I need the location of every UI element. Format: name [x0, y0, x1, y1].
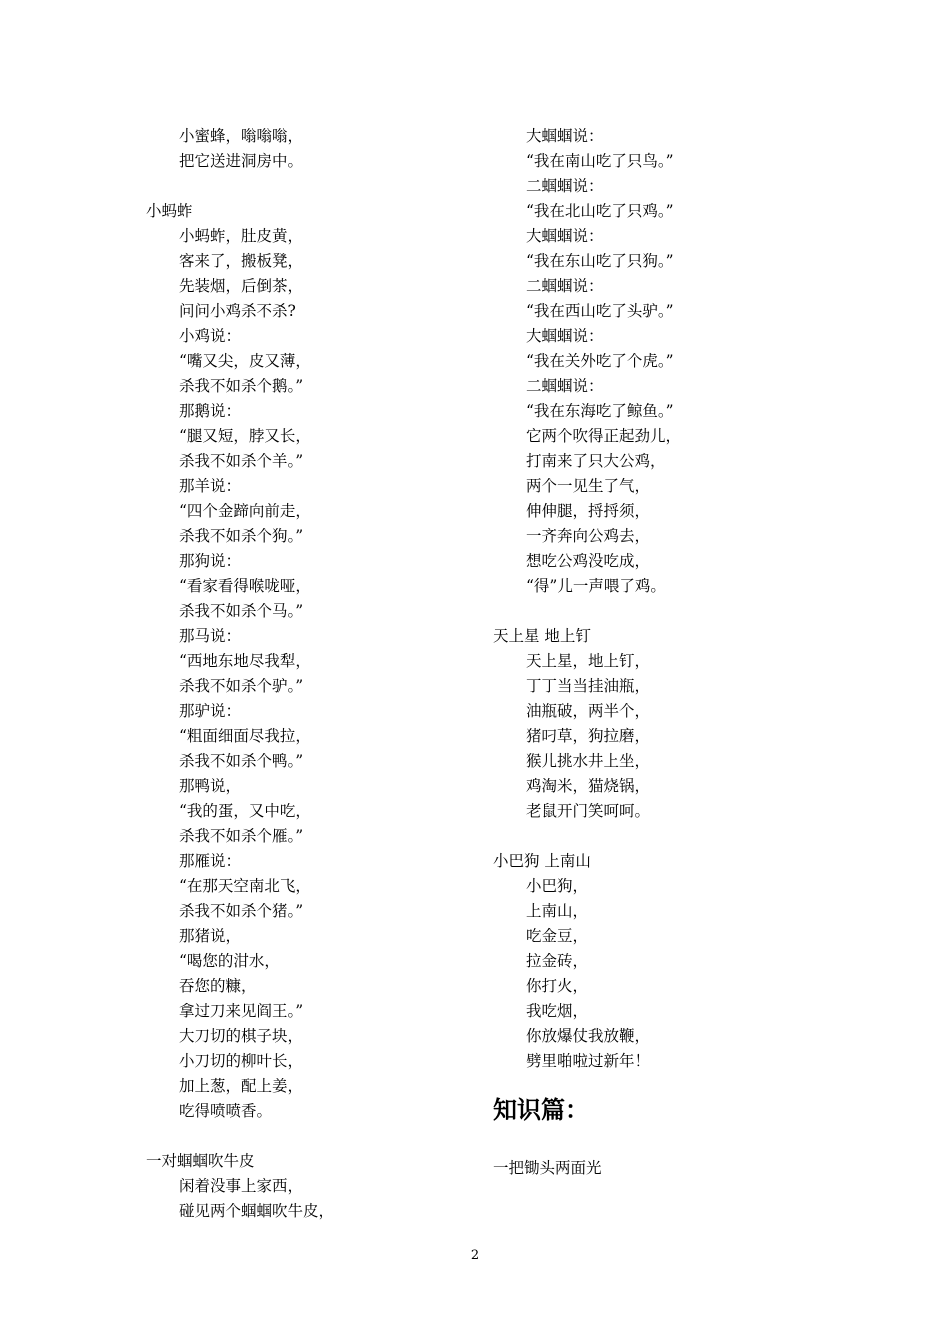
poem-line: 拉金砖， — [526, 952, 589, 970]
poem-line: “看家看得喉咙哑， — [179, 577, 311, 595]
poem-line: “我在西山吃了头驴。” — [526, 302, 674, 320]
poem-line: 把它送进洞房中。 — [179, 152, 304, 170]
poem-line: “嘴又尖，皮又薄， — [179, 352, 311, 370]
poem-title: 一对蝈蝈吹牛皮 — [146, 1152, 255, 1170]
poem-line: 杀我不如杀个狗。” — [179, 527, 304, 545]
poem-line: 鸡淘米，猫烧锅， — [526, 777, 651, 795]
poem-line: 那雁说： — [179, 852, 242, 870]
poem-line: 伸伸腿，捋捋须， — [526, 502, 651, 520]
poem-line: 你放爆仗我放鞭， — [526, 1027, 651, 1045]
poem-line: 先装烟，后倒茶， — [179, 277, 304, 295]
poem-line: 油瓶破，两半个， — [526, 702, 651, 720]
poem-line: “腿又短，脖又长， — [179, 427, 311, 445]
poem-line: 杀我不如杀个驴。” — [179, 677, 304, 695]
poem-line: “我在南山吃了只鸟。” — [526, 152, 674, 170]
poem-guoguo — [146, 1149, 466, 1224]
poem-line: 天上星，地上钉， — [526, 652, 651, 670]
poem-title: 天上星 地上钉 — [493, 627, 591, 645]
poem-line: 拿过刀来见阎王。” — [179, 1002, 304, 1020]
poem-line: 那鹅说： — [179, 402, 242, 420]
poem-line: 小蚂蚱，肚皮黄， — [179, 227, 304, 245]
poem-line: “喝您的泔水， — [179, 952, 280, 970]
poem-line: 杀我不如杀个马。” — [179, 602, 304, 620]
poem-line: 吃得喷喷香。 — [179, 1102, 273, 1120]
poem-line: 杀我不如杀个羊。” — [179, 452, 304, 470]
poem-line: 闲着没事上家西， — [179, 1177, 304, 1195]
poem-line: “我在关外吃了个虎。” — [526, 352, 674, 370]
poem-line: 想吃公鸡没吃成， — [526, 552, 651, 570]
poem-line: 小刀切的柳叶长， — [179, 1052, 304, 1070]
poem-line: “四个金蹄向前走， — [179, 502, 311, 520]
poem-line: 猴儿挑水井上坐， — [526, 752, 651, 770]
poem-line: 杀我不如杀个雁。” — [179, 827, 304, 845]
poem-line: 吃金豆， — [526, 927, 589, 945]
page-number: 2 — [470, 1248, 480, 1263]
poem-line: 大刀切的棋子块， — [179, 1027, 304, 1045]
poem-line: 问问小鸡杀不杀? — [179, 302, 296, 320]
poem-title: 一把锄头两面光 — [493, 1159, 602, 1177]
intro-stanza — [146, 124, 466, 174]
poem-line: 上南山， — [526, 902, 589, 920]
poem-line: “我的蛋，又中吃， — [179, 802, 311, 820]
poem-line: 那驴说： — [179, 702, 242, 720]
poem-line: 那羊说： — [179, 477, 242, 495]
poem-line: 丁丁当当挂油瓶， — [526, 677, 651, 695]
poem-line: 猪叼草，狗拉磨， — [526, 727, 651, 745]
poem-body — [493, 649, 793, 824]
poem-line: “西地东地尽我犁， — [179, 652, 311, 670]
poem-xiaobagou — [493, 849, 793, 1074]
poem-line: 小鸡说： — [179, 327, 242, 345]
poem-line: 吞您的糠， — [179, 977, 257, 995]
poem-line: 小巴狗， — [526, 877, 589, 895]
poem-title: 小巴狗 上南山 — [493, 852, 591, 870]
poem-tianshang — [493, 624, 793, 824]
poem-line: 小蜜蜂，嗡嗡嗡， — [179, 127, 304, 145]
poem-line: “我在东山吃了只狗。” — [526, 252, 674, 270]
poem-line: “得”儿一声喂了鸡。 — [526, 577, 666, 595]
poem-line: “我在东海吃了鲸鱼。” — [526, 402, 674, 420]
poem-line: “粗面细面尽我拉， — [179, 727, 311, 745]
poem-line: 加上葱，配上姜， — [179, 1077, 304, 1095]
poem-line: 大蝈蝈说： — [526, 127, 604, 145]
poem-line: 杀我不如杀个鹅。” — [179, 377, 304, 395]
poem-line: “我在北山吃了只鸡。” — [526, 202, 674, 220]
poem-body — [493, 874, 793, 1074]
poem-line: 大蝈蝈说： — [526, 227, 604, 245]
poem-title: 小蚂蚱 — [146, 202, 193, 220]
poem-line: 杀我不如杀个猪。” — [179, 902, 304, 920]
poem-xiaomazha — [146, 199, 466, 1124]
poem-line: 我吃烟， — [526, 1002, 589, 1020]
poem-line: 那鸭说， — [179, 777, 242, 795]
poem-line: 客来了，搬板凳， — [179, 252, 304, 270]
poem-line: “在那天空南北飞， — [179, 877, 311, 895]
poem-line: 杀我不如杀个鸭。” — [179, 752, 304, 770]
left-column — [146, 124, 466, 1224]
poem-guoguo-continued — [493, 124, 793, 599]
poem-line: 二蝈蝈说： — [526, 377, 604, 395]
poem-line: 碰见两个蝈蝈吹牛皮， — [179, 1202, 335, 1220]
poem-line: 你打火， — [526, 977, 589, 995]
right-column — [493, 124, 793, 1181]
poem-line: 一齐奔向公鸡去， — [526, 527, 651, 545]
poem-line: 两个一见生了气， — [526, 477, 651, 495]
poem-line: 老鼠开门笑呵呵。 — [526, 802, 651, 820]
poem-line: 打南来了只大公鸡， — [526, 452, 666, 470]
poem-line: 二蝈蝈说： — [526, 177, 604, 195]
section-heading: 知识篇： — [493, 1096, 589, 1124]
poem-line: 它两个吹得正起劲儿， — [526, 427, 682, 445]
poem-line: 那狗说： — [179, 552, 242, 570]
poem-line: 劈里啪啦过新年！ — [526, 1052, 651, 1070]
poem-line: 大蝈蝈说： — [526, 327, 604, 345]
poem-body — [146, 224, 466, 1124]
poem-line: 那猪说， — [179, 927, 242, 945]
poem-line: 那马说： — [179, 627, 242, 645]
poem-line: 二蝈蝈说： — [526, 277, 604, 295]
